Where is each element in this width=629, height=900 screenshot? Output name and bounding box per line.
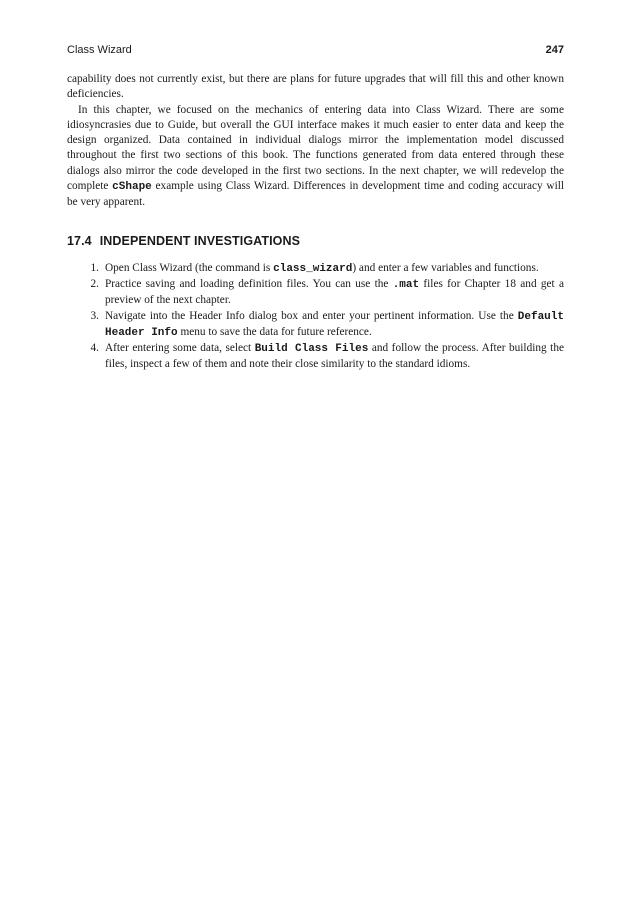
body-text xyxy=(67,72,564,211)
list-item-text: Open Class Wizard (the command is xyxy=(105,261,274,274)
section-heading xyxy=(67,234,564,248)
list-item-text: After entering some data, select xyxy=(105,342,255,355)
list-item-text: menu to save the data for future reference. xyxy=(177,325,372,338)
list-item-number: 2. xyxy=(90,277,99,290)
list-item-text: ) and enter a few variables and functions. xyxy=(352,261,539,274)
list-item xyxy=(79,309,564,342)
list-item-text: and follow the process. After building the files, inspect a few of them and note their close similarity to the standard idioms. xyxy=(105,342,564,371)
list-item-number: 1. xyxy=(90,261,99,274)
list-item-number: 4. xyxy=(90,342,99,355)
code-term: Build Class Files xyxy=(254,343,369,356)
paragraph-text: example using Class Wizard. Differences in development time and coding accuracy will be very apparent. xyxy=(67,180,564,209)
code-term: cShape xyxy=(112,181,152,194)
paragraph-text: In this chapter, we focused on the mechanics of entering data into Class Wizard. There are some idiosyncrasies due to Guide, but overall the GUI interface makes it much easier to enter data and keep the design organized. Data contained in individual dialogs mirror the implementation model discussed throughout the first two sections of this book. The functions generated from data entered through these dialogs also mirror the code developed in the first two sections. In the next chapter, we will redevelop the complete xyxy=(67,103,564,193)
list-item-number: 3. xyxy=(90,309,99,322)
list-item xyxy=(79,261,564,277)
code-term: .mat xyxy=(392,278,420,291)
document-page xyxy=(67,44,564,373)
section-title: INDEPENDENT INVESTIGATIONS xyxy=(99,233,301,248)
list-item-text: Navigate into the Header Info dialog box and enter your pertinent information. Use the xyxy=(105,309,518,322)
code-term: class_wizard xyxy=(273,262,353,275)
list-item-text: files for Chapter 18 and get a preview of the next chapter. xyxy=(105,277,565,307)
investigation-list xyxy=(67,261,564,373)
running-header xyxy=(67,44,564,60)
list-item xyxy=(79,341,564,373)
paragraph: capability does not currently exist, but there are plans for future upgrades that will fill this and other known deficiencies. xyxy=(67,73,564,101)
list-item xyxy=(79,277,564,309)
chapter-title: Class Wizard xyxy=(67,44,132,56)
section-number: 17.4 xyxy=(67,233,92,248)
list-item-text: Practice saving and loading definition files. You can use the xyxy=(105,277,393,290)
paragraph xyxy=(67,103,564,211)
code-term: Default Header Info xyxy=(105,310,564,339)
page-number: 247 xyxy=(545,44,564,56)
